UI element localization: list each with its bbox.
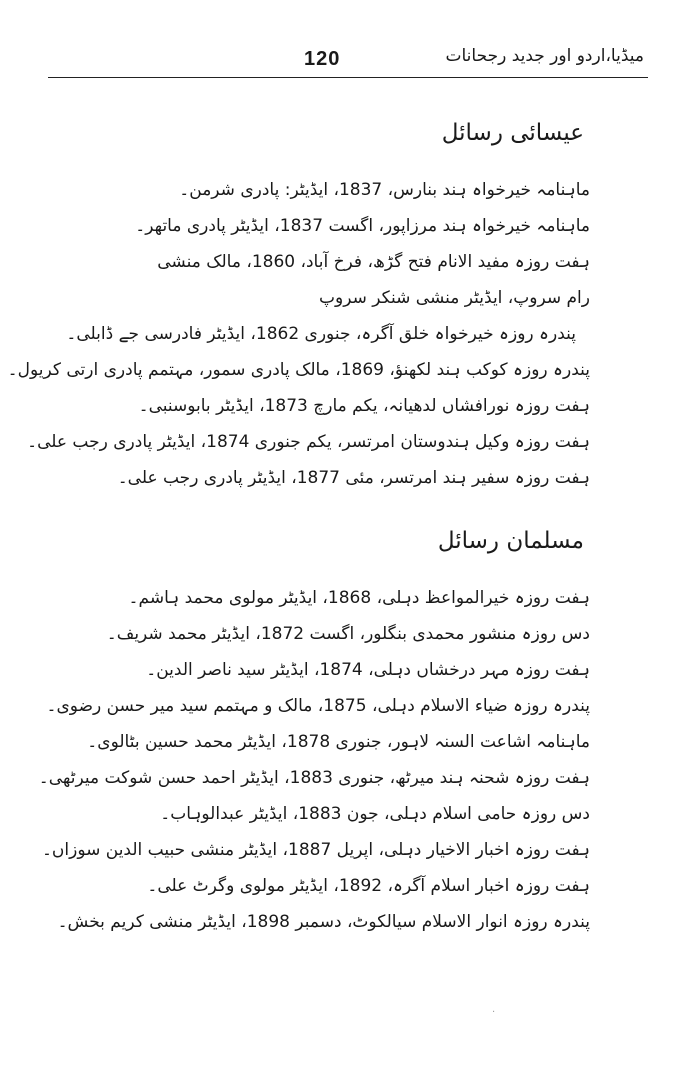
running-title: میڈیا،اردو اور جدید رجحانات bbox=[445, 46, 644, 66]
section-gap bbox=[150, 496, 590, 516]
list-item: ہفت روزہ شحنہ ہند میرٹھ، جنوری 1883، ایڈیٹر احمد حسن شوکت میرٹھی۔ bbox=[38, 768, 590, 788]
muslim-periodicals-list bbox=[38, 580, 590, 940]
list-item: پندرہ روزہ خیرخواہ خلق آگرہ، جنوری 1862، ایڈیٹر فادرسی جے ڈابلی۔ bbox=[66, 324, 576, 344]
list-item: ہفت روزہ اخبار الاخیار دہلی، اپریل 1887، ایڈیٹر منشی حبیب الدین سوزاں۔ bbox=[41, 840, 590, 860]
list-item: ہفت روزہ مفید الانام فتح گڑھ، فرخ آباد، 1860، مالک منشی رام سروپ، ایڈیٹر منشی شنکر سروپ bbox=[157, 252, 590, 308]
list-item: دس روزہ حامی اسلام دہلی، جون 1883، ایڈیٹر عبدالوہاب۔ bbox=[160, 804, 590, 824]
list-item: ماہنامہ خیرخواہ ہند بنارس، 1837، ایڈیٹر: پادری شرمن۔ bbox=[179, 180, 590, 200]
header-rule bbox=[48, 77, 648, 78]
page-content bbox=[7, 108, 590, 940]
list-item: ہفت روزہ سفیر ہند امرتسر، مئی 1877، ایڈیٹر پادری رجب علی۔ bbox=[117, 468, 590, 488]
list-item: ہفت روزہ مہر درخشاں دہلی، 1874، ایڈیٹر سید ناصر الدین۔ bbox=[146, 660, 590, 680]
section-heading-muslim: مسلمان رسائل bbox=[437, 528, 584, 554]
section-heading-christian: عیسائی رسائل bbox=[441, 120, 584, 146]
page-header bbox=[48, 46, 648, 78]
christian-periodicals-section bbox=[7, 108, 590, 496]
scan-mark: · bbox=[492, 1007, 496, 1018]
list-item: پندرہ روزہ انوار الاسلام سیالکوٹ، دسمبر 1898، ایڈیٹر منشی کریم بخش۔ bbox=[57, 912, 590, 932]
christian-periodicals-list bbox=[7, 172, 590, 496]
muslim-periodicals-section bbox=[38, 516, 590, 940]
list-item: پندرہ روزہ کوکب ہند لکھنؤ، 1869، مالک پادری سمور، مہتمم پادری ارتی کریول۔ bbox=[7, 360, 590, 380]
list-item: ہفت روزہ خیرالمواعظ دہلی، 1868، ایڈیٹر مولوی محمد ہاشم۔ bbox=[128, 588, 590, 608]
list-item: ماہنامہ خیرخواہ ہند مرزاپور، اگست 1837، ایڈیٹر پادری ماتھر۔ bbox=[135, 216, 590, 236]
list-item: ماہنامہ اشاعت السنہ لاہور، جنوری 1878، ایڈیٹر محمد حسین بٹالوی۔ bbox=[87, 732, 590, 752]
list-item: ہفت روزہ وکیل ہندوستان امرتسر، یکم جنوری 1874، ایڈیٹر پادری رجب علی۔ bbox=[27, 432, 590, 452]
page-number: 120 bbox=[304, 48, 341, 70]
list-item: ہفت روزہ نورافشاں لدھیانہ، یکم مارچ 1873، ایڈیٹر بابوسنبی۔ bbox=[138, 396, 590, 416]
list-item: پندرہ روزہ ضیاء الاسلام دہلی، 1875، مالک و مہتمم سید میر حسن رضوی۔ bbox=[46, 696, 590, 716]
list-item: ہفت روزہ اخبار اسلام آگرہ، 1892، ایڈیٹر مولوی وگرٹ علی۔ bbox=[147, 876, 590, 896]
list-item: دس روزہ منشور محمدی بنگلور، اگست 1872، ایڈیٹر محمد شریف۔ bbox=[106, 624, 590, 644]
